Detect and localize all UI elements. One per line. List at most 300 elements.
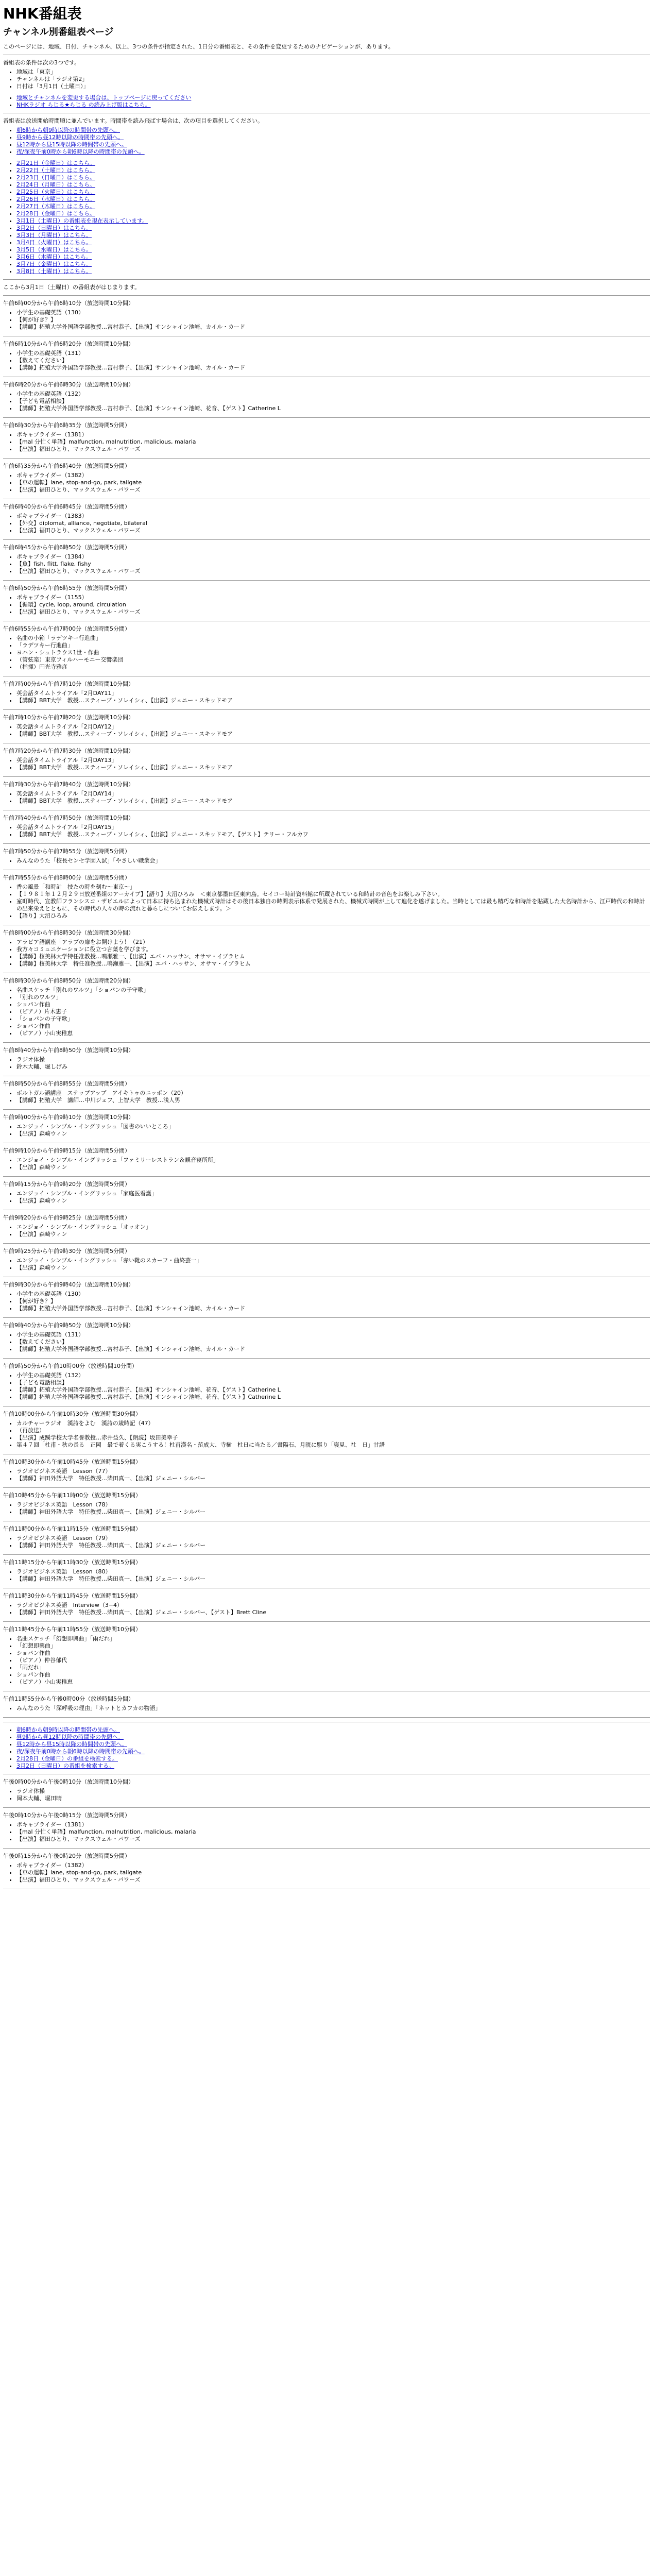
- program-details: [3, 472, 650, 494]
- page-intro: このページには、地域、日付、チャンネル、以上、3つの条件が指定された、1日分の番組表と、その条件を変更するためのナビゲーションが、あります。: [3, 43, 394, 50]
- program-detail: • 「別れのワルツ」: [16, 994, 650, 1001]
- program-detail: • 【講師】神田外語大学 特任教授…柴田真一、【出演】ジェニー・シルバー: [16, 1542, 650, 1549]
- program-entry: [3, 585, 650, 616]
- date-link-item: [16, 174, 650, 181]
- program-entry: [3, 1853, 650, 1884]
- date-link[interactable]: 3月6日（木曜日）はこちら。: [16, 253, 92, 260]
- program-entry: [3, 714, 650, 738]
- program-detail: • 第４７回「杜甫・秋の長る 正岡 最で着くる実こうする！杜甫漢名・范成大、寺樹 杜日に当たる／書陽石、月暁に駆り「寝見、社 日」甘譜: [16, 1442, 650, 1449]
- schedule-intro: ここから3月1日（土曜日）の番組表がはじまります。: [3, 284, 141, 291]
- date-link-item: [16, 261, 650, 268]
- time-link-night[interactable]: 夜/深夜午前0時から朝6時以降の時間帯の先頭へ。: [16, 1748, 145, 1755]
- program-title: • みんなのうた「深呼吸の理由」「ネットとカフカの物語」: [16, 1705, 650, 1712]
- program-title: • 名曲スケッチ「幻想即興曲」「雨だれ」: [16, 1635, 650, 1642]
- program-entry: [3, 929, 650, 968]
- next-day-link[interactable]: 3月2日（日曜日）の番組を検索する。: [16, 1762, 114, 1769]
- divider: [3, 1176, 650, 1177]
- program-title: • みんなのうた「校長センセ学園入試」「やさしい職業会」: [16, 857, 650, 865]
- program-detail: • 【出演】森崎ウィン: [16, 1130, 650, 1138]
- date-link-item: [16, 217, 650, 225]
- program-details: [3, 1224, 650, 1238]
- divider: [3, 1717, 650, 1718]
- program-time: 午前6時55分から午前7時00分（放送時間5分間）: [3, 625, 130, 632]
- program-title: • 名曲の小箱「ラデツキー行進曲」: [16, 635, 650, 642]
- program-time: 午前11時15分から午前11時30分（放送時間15分間）: [3, 1559, 141, 1566]
- program-time: 午前11時30分から午前11時45分（放送時間15分間）: [3, 1592, 141, 1599]
- program-entry: [3, 300, 650, 331]
- program-time: 午前10時30分から午前10時45分（放送時間15分間）: [3, 1459, 141, 1465]
- program-entry: [3, 503, 650, 534]
- time-link-item: [16, 1726, 650, 1734]
- program-title: • ラジオ体操: [16, 1056, 650, 1063]
- program-details: [3, 391, 650, 412]
- program-time: 午後0時00分から午後0時10分（放送時間10分間）: [3, 1778, 134, 1785]
- date-link[interactable]: 2月21日（金曜日）はこちら。: [16, 160, 95, 166]
- time-link-item: [16, 1741, 650, 1748]
- date-link[interactable]: 2月23日（日曜日）はこちら。: [16, 174, 95, 181]
- divider: [3, 1317, 650, 1318]
- program-detail: • 【１９８１年１２月２９日放送番組のアーカイブ】【語り】大沼ひろみ ＜東京都墨田区東向島。セイコー時計資料館に所蔵されている和時計の音色をお楽しみ下さい。: [16, 891, 650, 898]
- program-time: 午前9時20分から午前9時25分（放送時間5分間）: [3, 1214, 130, 1221]
- program-entry: [3, 1459, 650, 1482]
- program-detail: • 【講師】桜美林大学特任准教授…鳴瀬雅一、【出演】エバ・ハッサン、オサマ・イブラヒム: [16, 953, 650, 960]
- program-entry: [3, 544, 650, 575]
- program-title: • ラジオビジネス英語 Lesson（78）: [16, 1501, 650, 1509]
- program-entry: [3, 1080, 650, 1104]
- program-detail: • （指揮）円光寺雅彦: [16, 664, 650, 671]
- date-link[interactable]: 2月22日（土曜日）はこちら。: [16, 167, 95, 174]
- program-time: 午前11時45分から午前11時55分（放送時間10分間）: [3, 1626, 141, 1633]
- program-time: 午前7時30分から午前7時40分（放送時間10分間）: [3, 781, 134, 788]
- program-time: 午前8時30分から午前8時50分（放送時間20分間）: [3, 977, 134, 984]
- program-details: [3, 553, 650, 575]
- date-link-item: [16, 268, 650, 275]
- program-detail: • 【mal 分忙く単語】malfunction, malnutrition, malicious, malaria: [16, 438, 650, 446]
- program-detail: • （再放送）: [16, 1427, 650, 1434]
- program-details: [3, 987, 650, 1037]
- program-detail: • 【出演】森崎ウィン: [16, 1264, 650, 1272]
- time-links-top: [3, 127, 650, 156]
- program-title: • ラジオビジネス英語 Lesson（77）: [16, 1468, 650, 1475]
- date-link[interactable]: 3月8日（土曜日）はこちら。: [16, 268, 92, 275]
- program-time: 午前7時55分から午前8時00分（放送時間5分間）: [3, 874, 130, 881]
- program-time: 午前6時40分から午前6時45分（放送時間5分間）: [3, 503, 130, 510]
- program-details: [3, 1123, 650, 1138]
- date-link-current[interactable]: 3月1日（土曜日）の番組表を現在表示しています。: [16, 217, 148, 224]
- program-detail: • 「ショパンの子守歌」: [16, 1015, 650, 1023]
- program-detail: • 【出演】福田ひとり、マックスウェル・パワーズ: [16, 527, 650, 534]
- program-detail: • 【講師】BBT大学 教授…スティーブ・ソレイシィ、【出演】ジェニー・スキッドモア: [16, 764, 650, 771]
- program-time: 午前9時25分から午前9時30分（放送時間5分間）: [3, 1248, 130, 1255]
- program-detail: • 【講師】桜美林大学 特任准教授…鳴瀬雅一、【出演】エバ・ハッサン、オサマ・イブラヒム: [16, 960, 650, 968]
- program-details: [3, 939, 650, 968]
- program-list-morning: [3, 300, 650, 1718]
- program-entry: [3, 1322, 650, 1353]
- program-detail: • （ピアノ）仲谷郁代: [16, 1657, 650, 1664]
- program-details: [3, 513, 650, 534]
- program-details: [3, 1190, 650, 1205]
- program-details: [3, 1535, 650, 1549]
- program-entry: [3, 381, 650, 412]
- program-time: 午前9時40分から午前9時50分（放送時間10分間）: [3, 1322, 134, 1329]
- program-title: • エンジョイ・シンプル・イングリッシュ「図書のいいところ」: [16, 1123, 650, 1130]
- program-details: [3, 1157, 650, 1171]
- program-time: 午前6時20分から午前6時30分（放送時間10分間）: [3, 381, 134, 388]
- time-link-forenoon[interactable]: 昼9時から昼12時以降の時間帯の先頭へ。: [16, 134, 124, 141]
- date-link[interactable]: 3月5日（水曜日）はこちら。: [16, 246, 92, 253]
- program-entry: [3, 1214, 650, 1238]
- program-title: • 英会話タイムトライアル「2月DAY11」: [16, 690, 650, 697]
- date-link-item: [16, 189, 650, 196]
- date-link[interactable]: 3月7日（金曜日）はこちら。: [16, 261, 92, 267]
- program-title: • 英会話タイムトライアル「2月DAY13」: [16, 757, 650, 764]
- skip-intro: 番組表は放送開始時間順に並んでいます。時間帯を読み飛ばす場合は、次の項目を選択してください。: [3, 117, 264, 124]
- program-detail: • 【出演】森崎ウィン: [16, 1164, 650, 1171]
- program-title: • エンジョイ・シンプル・イングリッシュ「赤い靴のスカーフ・曲終芸一」: [16, 1257, 650, 1264]
- time-link-item: [16, 1755, 650, 1762]
- date-link-item: [16, 167, 650, 174]
- program-detail: • 【出演】福田ひとり、マックスウェル・パワーズ: [16, 446, 650, 453]
- program-time: 午前6時00分から午前6時10分（放送時間10分間）: [3, 300, 134, 307]
- program-time: 午前7時50分から午前7時55分（放送時間5分間）: [3, 848, 130, 855]
- program-title: • 小学生の基礎英語（130）: [16, 309, 650, 316]
- program-detail: • ショパン作曲: [16, 1671, 650, 1679]
- date-link-item: [16, 203, 650, 210]
- time-link-item: [16, 1748, 650, 1755]
- time-link-afternoon[interactable]: 昼12時から昼15時以降の時間帯の先頭へ。: [16, 1741, 127, 1748]
- program-title: • ラジオ体操: [16, 1788, 650, 1795]
- program-detail: • 室町時代、宣教師フランシスコ・ザビエルによって日本に持ち込まれた機械式時計はその後日本独自の時間表示体系で発展された、機械式時間が上して進化を遂げました。当時としては最も精巧な和時計を貼蔵した大名時計から、江戸時代の和時計の出来栄えとともに、その時代の人々の時の流れと暮らしについてお伝えします。＞: [16, 898, 650, 912]
- program-list-afternoon: [3, 1778, 650, 1889]
- time-link-item: [16, 1734, 650, 1741]
- program-time: 午後0時10分から午後0時15分（放送時間5分間）: [3, 1812, 130, 1819]
- program-detail: • 【講師】拓殖大学外国語学部教授…宮村恭子、【出演】サンシャイン池崎、カイル・カード: [16, 364, 650, 371]
- program-time: 午前9時10分から午前9時15分（放送時間5分間）: [3, 1147, 130, 1154]
- program-title: • 香の風景「和時計 技たの時を刻む〜東京〜」: [16, 884, 650, 891]
- program-entry: [3, 1492, 650, 1516]
- program-detail: • 【何が好き？】: [16, 316, 650, 324]
- program-detail: • ショパン作曲: [16, 1650, 650, 1657]
- program-entry: [3, 341, 650, 371]
- time-link-item: [16, 134, 650, 141]
- program-title: • エンジョイ・シンプル・イングリッシュ「家庭医看護」: [16, 1190, 650, 1197]
- radiru-readout-link[interactable]: NHKラジオ らじる★らじる の読み上げ版はこちら。: [16, 101, 151, 108]
- program-title: • ボキャブライダー（1383）: [16, 513, 650, 520]
- program-entry: [3, 874, 650, 920]
- program-title: • 小学生の基礎英語（131）: [16, 1331, 650, 1338]
- program-time: 午前6時30分から午前6時35分（放送時間5分間）: [3, 422, 130, 429]
- program-detail: • 【車の運転】lane, stop-and-go, park, tailgate: [16, 1869, 650, 1876]
- program-time: 午前7時20分から午前7時30分（放送時間10分間）: [3, 748, 134, 754]
- program-entry: [3, 748, 650, 771]
- program-detail: • 岡本大輔、堀田晴: [16, 1795, 650, 1802]
- program-detail: • 【講師】神田外語大学 特任教授…柴田真一、【出演】ジェニー・シルバー: [16, 1575, 650, 1583]
- program-detail: • 【出演】森崎ウィン: [16, 1231, 650, 1238]
- program-detail: • 【講師】BBT大学 教授…スティーブ・ソレイシィ、【出演】ジェニー・スキッドモア: [16, 697, 650, 704]
- program-details: [3, 1257, 650, 1272]
- program-title: • 英会話タイムトライアル「2月DAY15」: [16, 824, 650, 831]
- program-details: [3, 1568, 650, 1583]
- divider: [3, 458, 650, 459]
- time-link-item: [16, 141, 650, 148]
- program-entry: [3, 1181, 650, 1205]
- program-entry: [3, 1526, 650, 1549]
- program-title: • ボキャブライダー（1155）: [16, 594, 650, 601]
- program-detail: • 【講師】BBT大学 教授…スティーブ・ソレイシィ、【出演】ジェニー・スキッドモア、【ゲスト】テリー・フルカワ: [16, 831, 650, 838]
- time-link-night[interactable]: 夜/深夜午前0時から朝6時以降の時間帯の先頭へ。: [16, 148, 145, 155]
- program-time: 午前6時10分から午前6時20分（放送時間10分間）: [3, 341, 134, 347]
- program-title: • ラジオビジネス英語 Lesson（79）: [16, 1535, 650, 1542]
- program-details: [3, 690, 650, 704]
- program-time: 午前8時00分から午前8時30分（放送時間30分間）: [3, 929, 134, 936]
- program-detail: • （ピアノ）小山実稚恵: [16, 1030, 650, 1037]
- program-time: 午前9時15分から午前9時20分（放送時間5分間）: [3, 1181, 130, 1188]
- change-links: [3, 94, 650, 109]
- time-link-morning[interactable]: 朝6時から朝9時以降の時間帯の先頭へ。: [16, 1726, 120, 1733]
- program-entry: [3, 681, 650, 704]
- program-details: [3, 1788, 650, 1802]
- program-details: [3, 1420, 650, 1449]
- date-link-item: [16, 225, 650, 232]
- divider: [3, 776, 650, 777]
- program-detail: • 【子ども電話相談】: [16, 1379, 650, 1386]
- divider: [3, 1109, 650, 1110]
- program-detail: • 【講師】拓殖大学外国語学部教授…宮村恭子、【出演】サンシャイン池崎、カイル・カード: [16, 324, 650, 331]
- date-link-item: [16, 196, 650, 203]
- program-detail: • 【語り】大沼ひろみ: [16, 912, 650, 920]
- program-details: [3, 1862, 650, 1884]
- divider: [3, 1487, 650, 1488]
- program-details: [3, 757, 650, 771]
- program-entry: [3, 977, 650, 1037]
- program-entry: [3, 1281, 650, 1312]
- date-link-item: [16, 239, 650, 246]
- program-title: • ラジオビジネス英語 Interview（3−4）: [16, 1602, 650, 1609]
- program-detail: • 【何が好き？】: [16, 1298, 650, 1305]
- program-detail: • 我方々コミュニケーションに役立つ言葉を学びます。: [16, 946, 650, 953]
- back-to-top-link[interactable]: 地域とチャンネルを変更する場合は、トップページに戻ってください: [16, 94, 192, 101]
- program-title: • ラジオビジネス英語 Lesson（80）: [16, 1568, 650, 1575]
- program-time: 午前10時45分から午前11時00分（放送時間15分間）: [3, 1492, 141, 1499]
- program-detail: • 【出演】福田ひとり、マックスウェル・パワーズ: [16, 486, 650, 494]
- program-title: • カルチャーラジオ 漢詩をよむ 漢詩の歳時記（47）: [16, 1420, 650, 1427]
- program-details: [3, 1056, 650, 1071]
- program-detail: • 【出演】成蹊学校大学名誉教授…赤井益久、【朗読】坂田美幸子: [16, 1434, 650, 1442]
- condition-channel: • チャンネルは「ラジオ第2」: [16, 76, 650, 83]
- date-link[interactable]: 2月28日（金曜日）はこちら。: [16, 210, 95, 217]
- program-time: 午前11時00分から午前11時15分（放送時間15分間）: [3, 1526, 141, 1532]
- program-time: 午前9時50分から午前10時00分（放送時間10分間）: [3, 1363, 138, 1369]
- program-detail: • 【外交】diplomat, alliance, negotiate, bilateral: [16, 520, 650, 527]
- program-entry: [3, 1812, 650, 1843]
- program-entry: [3, 1047, 650, 1071]
- program-details: [3, 857, 650, 865]
- program-detail: • 【車の運転】lane, stop-and-go, park, tailgate: [16, 479, 650, 486]
- program-time: 午前8時50分から午前8時55分（放送時間5分間）: [3, 1080, 130, 1087]
- program-details: [3, 1501, 650, 1516]
- program-entry: [3, 1411, 650, 1449]
- program-entry: [3, 625, 650, 671]
- program-time: 午前6時45分から午前6時50分（放送時間5分間）: [3, 544, 130, 551]
- program-details: [3, 1821, 650, 1843]
- program-time: 午前7時40分から午前7時50分（放送時間10分間）: [3, 815, 134, 821]
- divider: [3, 709, 650, 710]
- program-entry: [3, 422, 650, 453]
- program-detail: • 【mal 分忙く単語】malfunction, malnutrition, malicious, malaria: [16, 1828, 650, 1836]
- program-entry: [3, 848, 650, 865]
- divider: [3, 417, 650, 418]
- program-title: • エンジョイ・シンプル・イングリッシュ「オッオン」: [16, 1224, 650, 1231]
- program-details: [3, 884, 650, 920]
- program-details: [3, 431, 650, 453]
- program-detail: • 【循環】cycle, loop, around, circulation: [16, 601, 650, 608]
- date-link[interactable]: 3月3日（月曜日）はこちら。: [16, 232, 92, 239]
- program-title: • ボキャブライダー（1381）: [16, 1821, 650, 1828]
- program-detail: • （ピアノ）小山実稚恵: [16, 1679, 650, 1686]
- program-entry: [3, 1114, 650, 1138]
- program-entry: [3, 781, 650, 805]
- prev-day-link[interactable]: 2月28日（金曜日）の番組を検索する。: [16, 1755, 118, 1762]
- program-details: [3, 1468, 650, 1482]
- divider: [3, 1554, 650, 1555]
- date-link[interactable]: 2月27日（木曜日）はこちら。: [16, 203, 95, 210]
- conditions-list: [3, 69, 650, 90]
- date-link-item: [16, 210, 650, 217]
- program-title: • アラビア語講座「アラブの扉をお開けよう！（21）: [16, 939, 650, 946]
- date-link[interactable]: 2月26日（水曜日）はこちら。: [16, 196, 95, 202]
- program-detail: • 【講師】拓殖大学 講師…中川ジェフ、上智大学 教授…浅人男: [16, 1097, 650, 1104]
- program-title: • 英会話タイムトライアル「2月DAY14」: [16, 790, 650, 798]
- program-title: • 小学生の基礎英語（130）: [16, 1291, 650, 1298]
- program-details: [3, 790, 650, 805]
- program-time: 午前11時55分から午後0時00分（放送時間5分間）: [3, 1696, 134, 1702]
- divider: [3, 1807, 650, 1808]
- program-detail: • 「ラデツキー行進曲」: [16, 642, 650, 649]
- program-detail: • 【講師】拓殖大学外国語学部教授…宮村恭子、【出演】サンシャイン池崎、花音、【ゲスト】Catherine L: [16, 1386, 650, 1394]
- date-link[interactable]: 3月4日（火曜日）はこちら。: [16, 239, 92, 246]
- program-title: • 名曲スケッチ「別れのワルツ」「ショパンの子守歌」: [16, 987, 650, 994]
- program-detail: • 【数えてください】: [16, 1338, 650, 1346]
- program-title: • 小学生の基礎英語（131）: [16, 350, 650, 357]
- program-detail: • 【講師】拓殖大学外国語学部教授…宮村恭子、【出演】サンシャイン池崎、カイル・カード: [16, 1305, 650, 1312]
- program-time: 午前8時40分から午前8時50分（放送時間10分間）: [3, 1047, 134, 1054]
- program-detail: • 【出演】福田ひとり、マックスウェル・パワーズ: [16, 568, 650, 575]
- program-details: [3, 1705, 650, 1712]
- program-detail: • 【数えてください】: [16, 357, 650, 364]
- program-details: [3, 1291, 650, 1312]
- date-link-item: [16, 232, 650, 239]
- divider: [3, 580, 650, 581]
- program-details: [3, 350, 650, 371]
- program-entry: [3, 1778, 650, 1802]
- program-detail: • 【講師】BBT大学 教授…スティーブ・ソレイシィ、【出演】ジェニー・スキッドモア: [16, 731, 650, 738]
- program-detail: • 「雨だれ」: [16, 1664, 650, 1671]
- program-detail: • ショパン作曲: [16, 1023, 650, 1030]
- program-detail: • 【講師】神田外語大学 特任教授…柴田真一、【出演】ジェニー・シルバー: [16, 1509, 650, 1516]
- date-links: [3, 160, 650, 275]
- date-link-item: [16, 181, 650, 189]
- program-details: [3, 1635, 650, 1686]
- time-links-mid: [3, 1726, 650, 1770]
- program-time: 午前10時00分から午前10時30分（放送時間30分間）: [3, 1411, 141, 1417]
- change-links-item: [16, 94, 650, 101]
- program-details: [3, 1602, 650, 1616]
- program-detail: • 【出演】福田ひとり、マックスウェル・パワーズ: [16, 1836, 650, 1843]
- program-details: [3, 594, 650, 616]
- program-detail: • 【出演】福田ひとり、マックスウェル・パワーズ: [16, 1876, 650, 1884]
- program-time: 午前6時35分から午前6時40分（放送時間5分間）: [3, 463, 130, 469]
- program-detail: • ヨハン・シュトラウス1世・作曲: [16, 649, 650, 656]
- divider: [3, 1358, 650, 1359]
- time-link-morning[interactable]: 朝6時から朝9時以降の時間帯の先頭へ。: [16, 127, 120, 133]
- program-entry: [3, 1559, 650, 1583]
- divider: [3, 1848, 650, 1849]
- program-entry: [3, 1147, 650, 1171]
- program-detail: • 【講師】拓殖大学外国語学部教授…宮村恭子、【出演】サンシャイン池崎、カイル・カード: [16, 1346, 650, 1353]
- program-detail: • 【講師】神田外語大学 特任教授…柴田真一、【出演】ジェニー・シルバー、【ゲスト】Brett Cline: [16, 1609, 650, 1616]
- program-title: • 英会話タイムトライアル「2月DAY12」: [16, 723, 650, 731]
- program-details: [3, 824, 650, 838]
- program-time: 午前9時30分から午前9時40分（放送時間10分間）: [3, 1281, 134, 1288]
- date-link[interactable]: 2月24日（月曜日）はこちら。: [16, 181, 95, 188]
- condition-date: • 日付は「3月1日（土曜日）」: [16, 83, 650, 90]
- program-detail: • 「幻想即興曲」: [16, 1642, 650, 1650]
- time-link-afternoon[interactable]: 昼12時から昼15時以降の時間帯の先頭へ。: [16, 141, 127, 148]
- program-detail: • 【出演】福田ひとり、マックスウェル・パワーズ: [16, 608, 650, 616]
- divider: [3, 1621, 650, 1622]
- program-entry: [3, 1363, 650, 1401]
- program-detail: • 【子ども電話相談】: [16, 398, 650, 405]
- program-details: [3, 723, 650, 738]
- date-link-item: [16, 253, 650, 261]
- program-details: [3, 1372, 650, 1401]
- change-links-item: [16, 101, 650, 109]
- time-link-item: [16, 148, 650, 156]
- program-detail: • ショパン作曲: [16, 1001, 650, 1008]
- program-title: • ボキャブライダー（1382）: [16, 472, 650, 479]
- divider: [3, 1243, 650, 1244]
- program-time: 午前7時10分から午前7時20分（放送時間10分間）: [3, 714, 134, 721]
- date-link[interactable]: 3月2日（日曜日）はこちら。: [16, 225, 92, 231]
- program-details: [3, 1090, 650, 1104]
- divider: [3, 279, 650, 280]
- program-detail: • 【出演】森崎ウィン: [16, 1197, 650, 1205]
- program-entry: [3, 463, 650, 494]
- program-title: • ボキャブライダー（1384）: [16, 553, 650, 561]
- program-entry: [3, 1696, 650, 1712]
- program-detail: • （管弦楽）東京フィルハーモニー交響楽団: [16, 656, 650, 664]
- divider: [3, 295, 650, 296]
- page: [0, 5, 653, 1889]
- program-title: • ボキャブライダー（1381）: [16, 431, 650, 438]
- program-time: 午後0時15分から午後0時20分（放送時間5分間）: [3, 1853, 130, 1859]
- date-link[interactable]: 2月25日（火曜日）はこちら。: [16, 189, 95, 195]
- divider: [3, 1042, 650, 1043]
- program-detail: • 【講師】拓殖大学外国語学部教授…宮村恭子、【出演】サンシャイン池崎、花音、【ゲスト】Catherine L: [16, 405, 650, 412]
- time-link-item: [16, 127, 650, 134]
- program-time: 午前7時00分から午前7時10分（放送時間10分間）: [3, 681, 134, 687]
- program-details: [3, 309, 650, 331]
- date-link-item: [16, 246, 650, 253]
- program-entry: [3, 1592, 650, 1616]
- program-detail: • 【講師】拓殖大学外国語学部教授…宮村恭子、【出演】サンシャイン池崎、花音、【ゲスト】Catherine L: [16, 1394, 650, 1401]
- condition-region: • 地域は「東京」: [16, 69, 650, 76]
- program-title: • ボルトガル語講座 ステップアップ アイキトゥのニッポン（20）: [16, 1090, 650, 1097]
- time-link-forenoon[interactable]: 昼9時から昼12時以降の時間帯の先頭へ。: [16, 1734, 124, 1740]
- program-detail: • 鈴木大輔、堀しげみ: [16, 1063, 650, 1071]
- conditions-intro: 番組表の条件は次の3つです。: [3, 59, 80, 66]
- program-entry: [3, 1248, 650, 1272]
